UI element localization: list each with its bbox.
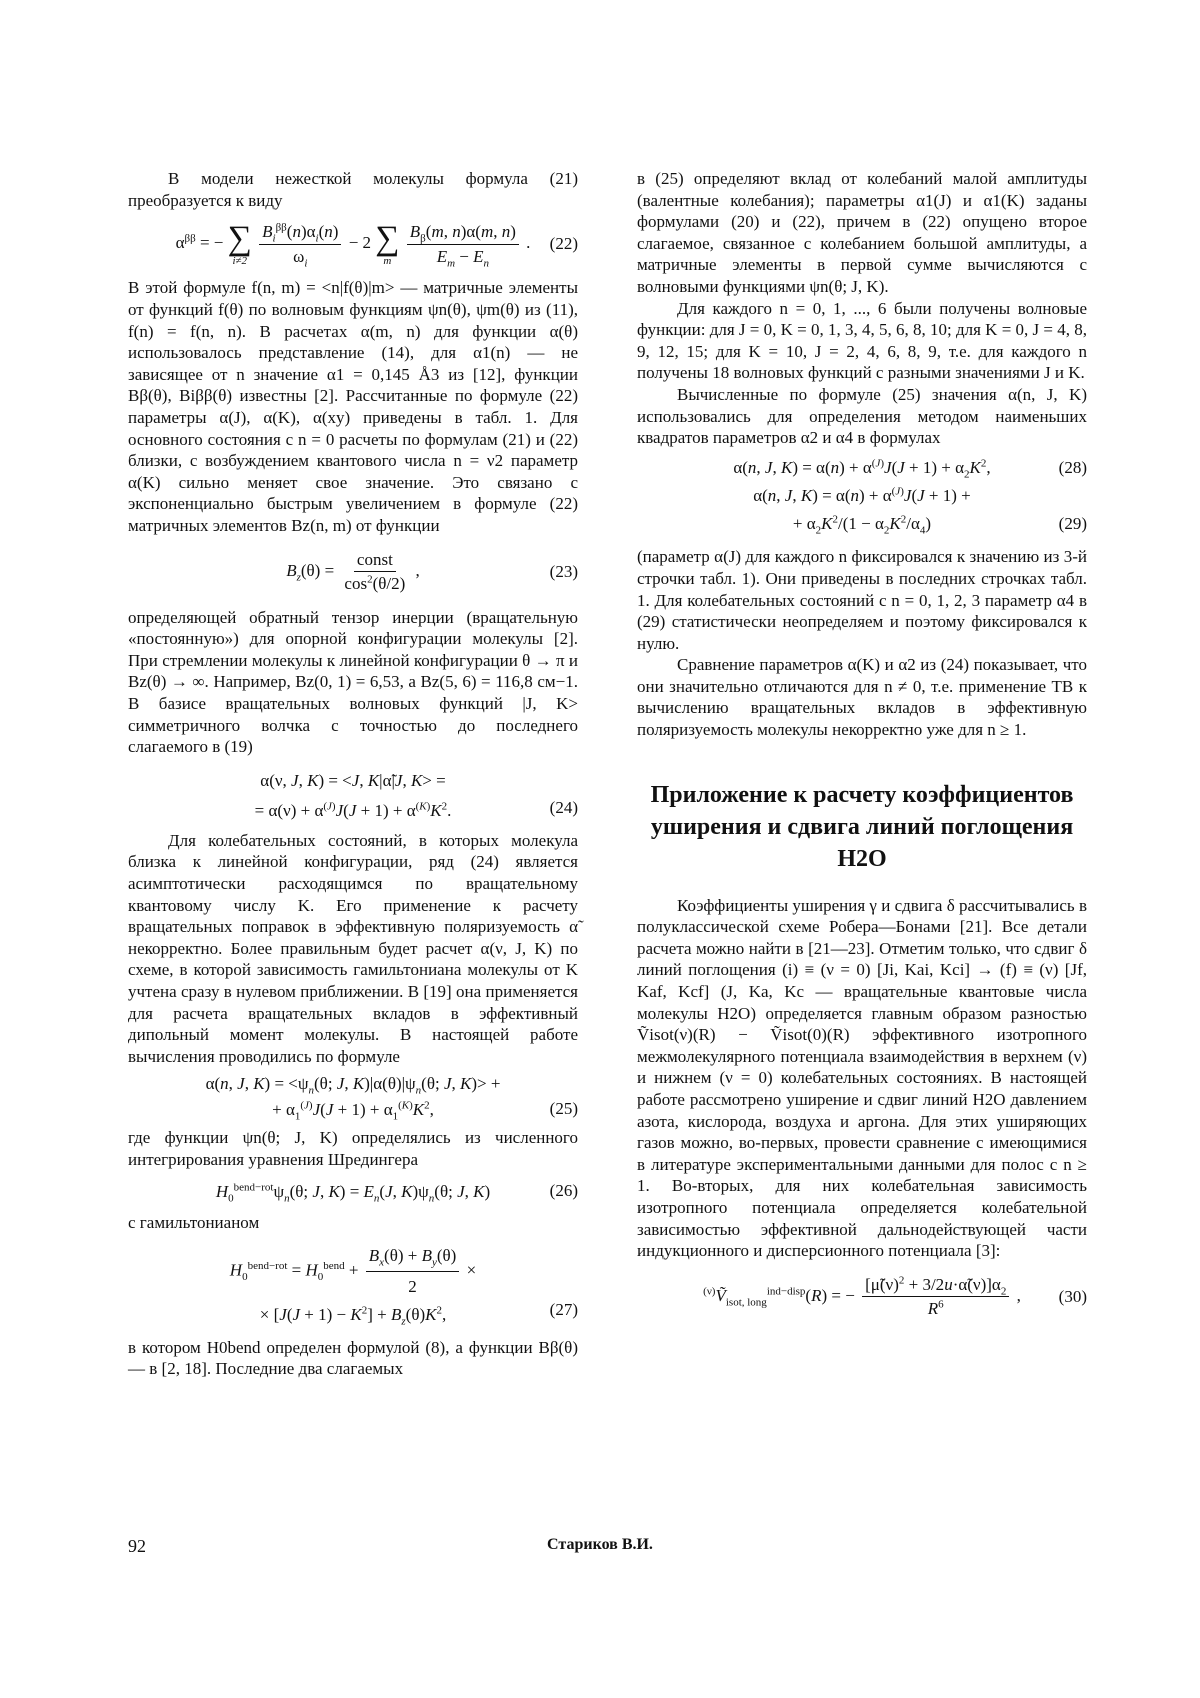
equation-22: $\alpha^{\beta\beta}$ = − ∑ i≠2 $\frac{B_i^{\beta\beta}(n)\alpha_i(n)}{\omega_i}$ − 2 ∑ m $\frac{B_\beta(m, n)\alpha(m, n)}{E_m - E_n}$ . (22) [175,219,578,270]
equation-25: α(n, J, $K) = <\psi_n(\theta$; J, $K)|\alpha(\theta)|\psi_n(\theta$; J, K)> + + $\alpha_1^{(J)}J(J + 1) + \alpha_1^{(K)}K^2$, (25) [205,1074,578,1123]
right-column [637,168,1087,1332]
paragraph: Для каждого n = 0, 1, ..., 6 были получены волновые функции: для J = 0, K = 0, 1, 3, 4, 5, 6, 8, 10; для K = 0, J = 4, 8, 9, 12, 15; для K = 10, J = 2, 4, 6, 8, 9, т.е. для каждого n получены 18 волновых функций с разными значениями J и K. [637,298,1087,383]
equation-27: $H_0^{bend-rot} = H_0^{bend}$ + $\frac{B_x(\theta) + B_y(\theta)}{2}$ × × $[J(J + 1) - K^2] + B_z(\theta)K^2$, (27) [128,1242,578,1329]
equation-number: (23) [549,561,578,581]
paragraph: в (25) определяют вклад от колебаний малой амплитуды (валентные колебания); параметры α1(J) и α1(K) заданы формулами (20) и (22), причем в (22) опущено второе слагаемое, связанное с колебанием большой амплитуды, а матричные элементы в первой сумме вычисляются с волновыми функциями ψn(θ; J, K). [637,169,1087,296]
paragraph: Сравнение параметров α(K) и α2 из (24) показывает, что они значительно отличаются для n ≠ 0, т.е. применение ТВ к вычислению вращательных вкладов в эффективную поляризуемость молекулы некорректно уже для n ≥ 1. [637,655,1087,740]
paragraph: Коэффициенты уширения γ и сдвига δ рассчитывались в полуклассической схеме Робера—Бонами [21]. Все детали расчета можно найти в [21—23]. Отметим только, что сдвиг δ линий поглощения (i) ≡ (ν = 0) [Ji, Kai, Kci] → (f) ≡ (ν) [Jf, Kaf, Kcf] (J, Ka, Kc — вращательные квантовые числа молекулы H2O) определяется главным образом разностью Ṽisot(ν)(R) − Ṽisot(0)(R) эффективного изотропного межмолекулярного потенциала взаимодействия в верхнем (ν) и нижнем (ν = 0) колебательных состояниях. В настоящей работе рассмотрено уширение и сдвиг линий H2O давлением азота, кислорода, воздуха и аргона. Для этих уширяющих газов можно, во-первых, провести сравнение с имеющимися в литературе экспериментальными данными для полос с n ≥ 1. Во-вторых, для них колебательная зависимость изотропного потенциала определяется колебательной зависимостью эффективной дальнодействующей части индукционного и дисперсионного потенциала [3]: [637,895,1087,1261]
equation-26: $H_0^{bend-rot}\psi_n(\theta$; J, $K) = E_n(J$, $K)\psi_n(\theta$; J, K) (26) [215,1180,578,1204]
equation-number: (27) [549,1299,578,1319]
equation-number: (25) [549,1098,578,1118]
equation-29: α(n, J, $K) = \alpha(n) + \alpha^{(J)}J(J + 1)$ + + $\alpha_2K^2/(1 - \alpha_2K^2/\alpha_4)$ (29) [753,485,1087,537]
left-column [128,168,578,1380]
paragraph: (параметр α(J) для каждого n фиксировался к значению из 3-й строчки табл. 1). Они приведены в последних строчках табл. 1. Для колебательных состояний с n = 0, 1, 2, 3 параметр α4 в (29) статистически неопределяем и поэтому фиксировался к нулю. [637,547,1087,653]
equation-number: (29) [1058,514,1087,534]
equation-number: (22) [549,234,578,254]
section-heading: Приложение к расчету коэффициентов уширения и сдвига линий поглощения H2O [650,781,1074,872]
paragraph: в котором H0bend определен формулой (8), а функции Bβ(θ) — в [2, 18]. Последние два слагаемых [128,1337,578,1379]
equation-28: α(n, J, $K) = \alpha(n) + \alpha^{(J)}J(J + 1) + \alpha_2K^2$, (28) [733,457,1087,481]
paragraph: В модели нежесткой молекулы формула (21) преобразуется к виду [128,169,578,210]
equation-number: (30) [1058,1287,1087,1307]
page-number: 92 [128,1536,146,1556]
paragraph: с гамильтонианом [128,1213,260,1233]
paragraph: где функции ψn(θ; J, K) определялись из численного интегрирования уравнения Шредингера [128,1128,578,1169]
paragraph: Для колебательных состояний, в которых молекула близка к линейной конфигурации, ряд (24) является асимптотически расходящимся по вращательному квантовому числу K. Его применение к расчету вращательных поправок в эффективную поляризуемость α̃ некорректно. Более правильным будет расчет α(ν, J, K) по схеме, в которой зависимость гамильтониана молекулы от K учтена сразу в нулевом приближении. В [19] она применяется для расчета вращательных вкладов в эффективный дипольный момент молекулы. В настоящей работе вычисления проводились по формуле [128,830,578,1066]
equation-24: α(ν, J, K) = <J, K|α̃|J, K> = = $\alpha(\nu) + \alpha^{(J)}J(J + 1) + \alpha^{(K)}K^2$. (24) [128,766,578,826]
paragraph: Вычисленные по формуле (25) значения α(n, J, K) использовались для определения методом наименьших квадратов параметров α2 и α4 в формулах [637,384,1087,448]
equation-30: $^{(\nu)}$Ṽ$_{isot, long}^{ind-disp}$(R) = − $\frac{[\mũ(\nu)^2 + 3/2u\cdot\alphã(\nu)]\alpha_2}{R^6}$ , (30) [703,1274,1087,1319]
equation-number: (26) [549,1181,578,1201]
equation-number: (28) [1058,457,1087,477]
paragraph: определяющей обратный тензор инерции (вращательную «постоянную») для опорной конфигурации молекулы [2]. При стремлении молекулы к линейной конфигурации θ → π и Bz(θ) → ∞. Например, Bz(0, 1) = 6,53, а Bz(5, 6) = 116,8 см−1. В базисе вращательных волновых функций |J, K> симметричного волчка с точностью до последнего слагаемого в (19) [128,607,578,757]
equation-number: (24) [549,797,578,817]
equation-23: $B_z(\theta)$ = $\frac{\text{const}}{\cos^2(\theta/2)}$ , (23) [286,549,578,594]
paragraph: В этой формуле f(n, m) = <n|f(θ)|m> — матричные элементы от функций f(θ) по волновым функциям ψn(θ), ψm(θ) из (11), f(n) = f(n, n). В расчетах α(m, n) для функции α(θ) использовалось представление (14), для α1(n) — не зависящее от n значение α1 = 0,145 Å3 из [12], функции Bβ(θ), Biββ(θ) известны [2]. Рассчитанные по формуле (22) параметры α(J), α(K), α(xy) приведены в табл. 1. Для основного состояния с n = 0 расчеты по формулам (21) и (22) близки, с возбуждением квантового числа n = ν2 параметр α(K) сильно меняет свое значение. Это связано с экспоненциально быстрым увеличением в формуле (22) матричных элементов Bz(n, m) от функции [128,278,578,535]
running-footer-author: Стариков В.И. [547,1536,653,1553]
